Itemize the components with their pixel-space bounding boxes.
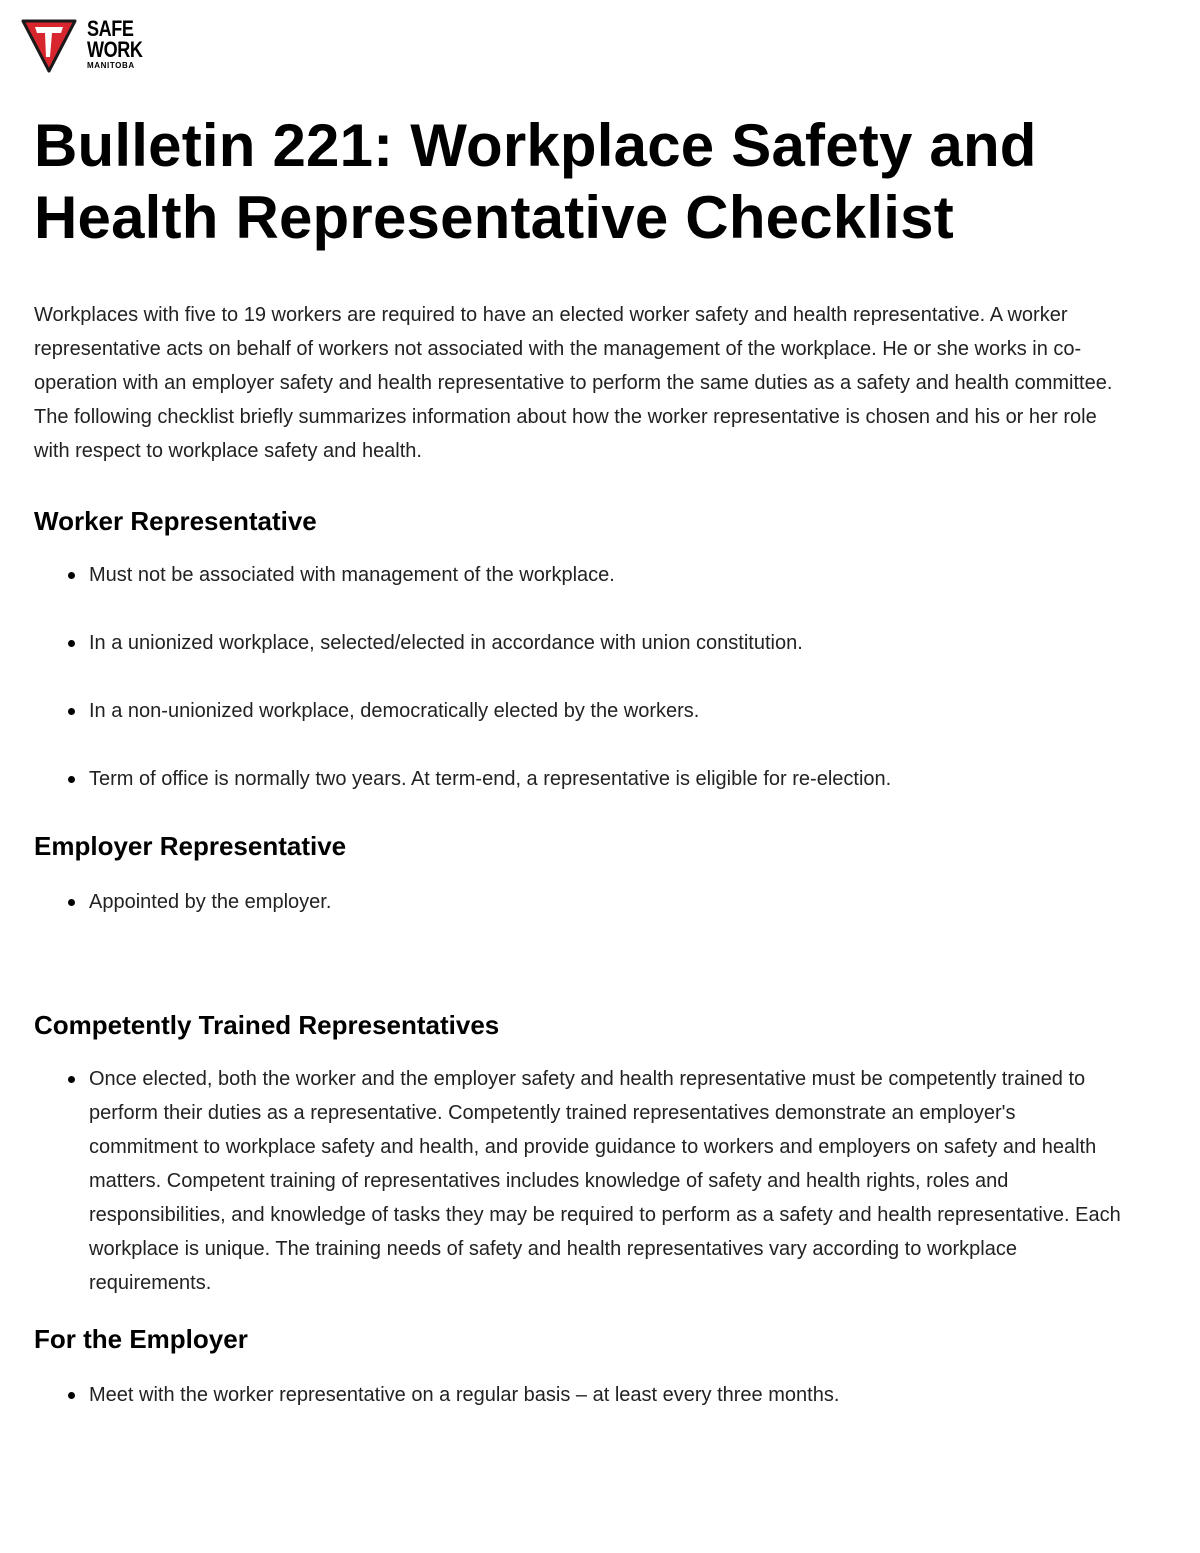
safe-work-manitoba-logo [21, 17, 147, 73]
list-item: In a non-unionized workplace, democratically elected by the workers. [89, 694, 1134, 728]
page-title: Bulletin 221: Workplace Safety and Health Representative Checklist [34, 112, 1037, 251]
section-employer-representative [34, 831, 1134, 919]
list-item: Meet with the worker representative on a regular basis – at least every three months. [89, 1378, 1134, 1412]
checklist [34, 558, 1134, 796]
logo-wordmark [87, 18, 149, 70]
section-heading: For the Employer [34, 1324, 248, 1354]
logo-word-manitoba: MANITOBA [87, 61, 135, 70]
logo-word-work: WORK [87, 37, 143, 62]
section-heading: Worker Representative [34, 506, 317, 536]
section-competently-trained-representatives [34, 1010, 1134, 1300]
list-item: Appointed by the employer. [89, 885, 1134, 919]
section-for-the-employer [34, 1324, 1134, 1412]
list-item: Term of office is normally two years. At term-end, a representative is eligible for re-election. [89, 762, 1134, 796]
intro-paragraph: Workplaces with five to 19 workers are required to have an elected worker safety and health representative. A worker representative acts on behalf of workers not associated with the management of the workplace. He or she works in co-operation with an employer safety and health representative to perform the same duties as a safety and health committee. The following checklist briefly summarizes information about how the worker representative is chosen and his or her role with respect to workplace safety and health. [34, 304, 1113, 462]
list-item: In a unionized workplace, selected/elected in accordance with union constitution. [89, 626, 1134, 660]
section-heading: Employer Representative [34, 831, 347, 861]
checklist [34, 1378, 1134, 1412]
checklist [34, 1062, 1134, 1300]
section-worker-representative [34, 506, 1134, 796]
shield-hammer-icon [21, 17, 77, 73]
checklist [34, 885, 1134, 919]
bulletin-content [34, 110, 1134, 1412]
list-item: Once elected, both the worker and the employer safety and health representative must be competently trained to perform their duties as a representative. Competently trained representatives demonstrate an employer's commitment to workplace safety and health, and provide guidance to workers and employers on safety and health matters. Competent training of representatives includes knowledge of safety and health rights, roles and responsibilities, and knowledge of tasks they may be required to perform as a safety and health representative. Each workplace is unique. The training needs of safety and health representatives vary according to workplace requirements. [89, 1062, 1129, 1300]
list-item: Must not be associated with management of the workplace. [89, 558, 1134, 592]
logo-word-safe: SAFE [87, 16, 134, 41]
section-heading: Competently Trained Representatives [34, 1010, 500, 1040]
